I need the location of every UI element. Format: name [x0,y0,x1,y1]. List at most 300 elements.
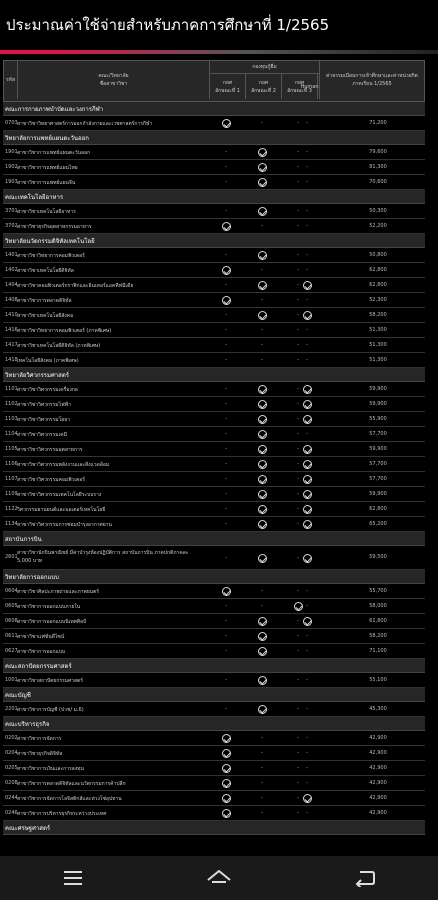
dash-cell: - [225,416,227,422]
program-code: 1101 [5,386,18,392]
dash-cell: - [225,521,227,527]
checkmark-circle-icon [258,178,267,187]
table-row [3,629,425,644]
category-header: คณะการกายภาพบำบัดและวงการกีฬา [3,102,425,116]
header-faculty-label: คณะ/วิทยาลัย [98,73,129,79]
fee-value: 55,700 [369,588,387,594]
check-icon [299,412,315,426]
table-row [3,472,425,487]
table-row [3,442,425,457]
program-name: สาขาวิชาเทคโนโลยีดิจิทัล (ภาคพิเศษ) [17,343,101,349]
fee-value: 81,300 [369,164,387,170]
dash-cell: - [225,461,227,467]
check-icon [299,791,315,805]
program-code: 0604 [5,588,18,594]
table-row [3,644,425,659]
table-row [3,517,425,532]
table-row [3,338,425,353]
dash-cell: - [297,120,299,126]
fee-value: 51,300 [369,357,387,363]
fee-value: 42,900 [369,765,387,771]
table-row [3,293,425,308]
program-name: สาขาวิชาการออกแบบภายใน [17,604,81,610]
program-name: สาขาวิชาศิลปะภาพถ่ายและภาพยนตร์ [17,589,100,595]
program-name: สาขาวิชาเทคโนโลยีสังคม [17,313,74,319]
program-code: 1417 [5,342,18,348]
dash-cell: - [261,223,263,229]
dash-cell: - [225,164,227,170]
fee-table[interactable] [3,60,425,854]
table-row [3,487,425,502]
program-code: 0608 [5,618,18,624]
header-code: รหัส [4,61,18,99]
dash-cell: - [261,327,263,333]
dash-cell: - [225,648,227,654]
checkmark-circle-icon [258,385,267,394]
fee-value: 55,100 [369,677,387,683]
dash-cell: - [261,588,263,594]
check-icon [254,382,270,396]
dash-cell: - [297,297,299,303]
dash-cell: - [225,327,227,333]
table-row [3,248,425,263]
header-human: Human [300,74,320,99]
check-icon [254,502,270,516]
check-icon [254,427,270,441]
dash-cell: - [297,386,299,392]
fee-value: 58,000 [369,603,387,609]
fee-value: 71,100 [369,648,387,654]
program-name: สาขาวิชาการตลาดดิจิทัล [17,298,72,304]
dash-cell: - [306,750,308,756]
table-header [3,60,425,102]
fee-value: 59,900 [369,446,387,452]
dash-cell: - [297,648,299,654]
program-name: สาขาวิชาวิศวกรรมพลังงานและสิ่งแวดล้อม [17,462,110,468]
dash-cell: - [297,506,299,512]
checkmark-circle-icon [258,617,267,626]
check-icon [218,746,234,760]
checkmark-circle-icon [222,794,231,803]
checkmark-circle-icon [258,400,267,409]
program-name: สาขาวิชาการตลาดดิจิทัลและนวัตกรรมการค้าปลีก [17,781,126,787]
dash-cell: - [297,810,299,816]
dash-cell: - [225,357,227,363]
dash-cell: - [225,252,227,258]
program-code: 0244 [5,795,18,801]
table-row [3,308,425,323]
check-icon [218,219,234,233]
checkmark-circle-icon [303,505,312,514]
program-name: สาขาวิชาวิศวกรรมไฟฟ้า [17,402,71,408]
program-code: 0205 [5,765,18,771]
table-row [3,219,425,234]
program-code: 1122 [5,506,18,512]
check-icon [254,614,270,628]
program-name: สาขาวิชาการออกแบบนิเทศศิลป์ [17,619,87,625]
dash-cell: - [297,252,299,258]
dash-cell: - [297,164,299,170]
dash-cell: - [261,780,263,786]
fee-value: 58,200 [369,312,387,318]
header-l1-label: ลักษณะที่ 1 [215,87,240,94]
program-name: สาขาวิชาการออกแบบ [17,649,66,655]
check-icon [254,629,270,643]
checkmark-circle-icon [258,490,267,499]
program-name: สาขาวิชาการบัญชี (ปวช/ ม.6) [17,707,84,713]
fee-value: 52,300 [369,297,387,303]
checkmark-circle-icon [303,554,312,563]
dash-cell: - [297,149,299,155]
fee-value: 51,300 [369,327,387,333]
program-code: 1105 [5,446,18,452]
header-program [18,61,210,99]
program-name: สาขาวิชาวิศวกรรมโยธา [17,417,71,423]
checkmark-circle-icon [258,311,267,320]
fee-value: 50,800 [369,252,387,258]
checkmark-circle-icon [303,281,312,290]
check-icon [299,382,315,396]
check-icon [299,614,315,628]
dash-cell: - [261,342,263,348]
fee-value: 50,300 [369,208,387,214]
fee-value: 45,300 [369,706,387,712]
program-name: สาขาวิชาวิศวกรรมเครื่องกล [17,387,78,393]
fee-value: 59,900 [369,386,387,392]
checkmark-circle-icon [258,207,267,216]
check-icon [218,761,234,775]
header-l3-label: ลักษณะที่ 3 [287,87,312,94]
table-row [3,761,425,776]
table-row [3,412,425,427]
program-code: 1902 [5,164,18,170]
dash-cell: - [297,750,299,756]
program-code: 1901 [5,149,18,155]
dash-cell: - [306,297,308,303]
program-code: 1410 [5,312,18,318]
check-icon [254,175,270,189]
dash-cell: - [297,401,299,407]
program-code: 1903 [5,179,18,185]
program-code: 0627 [5,648,18,654]
dash-cell: - [306,603,308,609]
dash-cell: - [306,342,308,348]
program-name: สาขาวิชาการแพทย์แผนจีน [17,180,76,186]
program-code: 1104 [5,431,18,437]
table-row [3,502,425,517]
dash-cell: - [297,555,299,561]
title-accent-bar [0,50,438,54]
dash-cell: - [297,618,299,624]
program-code: 0605 [5,603,18,609]
dash-cell: - [297,706,299,712]
dash-cell: - [261,603,263,609]
dash-cell: - [261,795,263,801]
category-header: คณะสถาปัตยกรรมศาสตร์ [3,659,425,673]
program-code: 0246 [5,810,18,816]
checkmark-circle-icon [222,296,231,305]
program-code: 0202 [5,735,18,741]
dash-cell: - [297,223,299,229]
checkmark-circle-icon [222,809,231,818]
dash-cell: - [306,431,308,437]
program-name: สาขาวิชาวิศวกรรมเทคโนโลยีระบบราง [17,492,102,498]
program-name: สาขาวิชาการเงินและการลงทุน [17,766,84,772]
program-name: สาขาวิชาวิศวกรรมอุตสาหการ [17,447,83,453]
dash-cell: - [297,312,299,318]
checkmark-circle-icon [258,676,267,685]
program-code: 1404 [5,282,18,288]
checkmark-circle-icon [258,554,267,563]
program-code: 1106 [5,461,18,467]
fee-value: 59,900 [369,401,387,407]
check-icon [299,472,315,486]
category-header: วิทยาลัยวิศวกรรมศาสตร์ [3,368,425,382]
table-row [3,599,425,614]
program-name: สาขาวิชาการจัดการ [17,736,62,742]
dash-cell: - [225,149,227,155]
program-code: 1416 [5,327,18,333]
program-name: สาขาวิชาเทคโนโลยีดิจิทัล [17,268,74,274]
dash-cell: - [297,521,299,527]
table-row [3,175,425,190]
dash-cell: - [306,633,308,639]
dash-cell: - [261,267,263,273]
category-header: คณะศรษฐศาสตร์ [3,821,425,835]
table-row [3,353,425,368]
dash-cell: - [297,677,299,683]
header-l3-group: กยศ [294,79,305,86]
dash-cell: - [225,401,227,407]
table-row [3,584,425,599]
fee-value: 59,900 [369,491,387,497]
dash-cell: - [225,282,227,288]
menu-icon[interactable] [53,863,93,893]
fee-value: 62,800 [369,506,387,512]
dash-cell: - [225,491,227,497]
check-icon [254,546,270,570]
fee-value: 59,500 [369,554,387,560]
checkmark-circle-icon [258,705,267,714]
home-icon[interactable] [199,863,239,893]
program-code: 0703 [5,120,18,126]
program-name: สาขาวิชาวิทยาการคอมพิวเตอร์ [17,253,85,259]
table-row [3,323,425,338]
check-icon [218,731,234,745]
dash-cell: - [225,677,227,683]
checkmark-circle-icon [222,734,231,743]
dash-cell: - [297,633,299,639]
checkmark-circle-icon [258,632,267,641]
table-row [3,278,425,293]
back-icon[interactable] [345,863,385,893]
checkmark-circle-icon [222,587,231,596]
check-icon [254,308,270,322]
fee-value: 42,900 [369,810,387,816]
dash-cell: - [261,750,263,756]
check-icon [218,776,234,790]
check-icon [254,673,270,687]
checkmark-circle-icon [303,311,312,320]
check-icon [254,248,270,262]
checkmark-circle-icon [258,430,267,439]
dash-cell: - [306,164,308,170]
header-l1 [210,74,246,99]
checkmark-circle-icon [258,505,267,514]
dash-cell: - [297,267,299,273]
table-row [3,731,425,746]
dash-cell: - [306,810,308,816]
dash-cell: - [225,312,227,318]
fee-value: 62,800 [369,282,387,288]
dash-cell: - [225,179,227,185]
dash-cell: - [297,476,299,482]
check-icon [254,487,270,501]
dash-cell: - [306,706,308,712]
dash-cell: - [225,386,227,392]
table-row [3,427,425,442]
table-row [3,397,425,412]
dash-cell: - [297,780,299,786]
program-code: 2201 [5,706,18,712]
program-code: 0208 [5,780,18,786]
program-name: สาขาวิชานักบินพาณิชย์ มีค่าบำรุงห้องปฏิบัติการ สถาบันการบิน ภาคปกติภาคละ 5,000 บาท [17,550,189,564]
check-icon [218,791,234,805]
dash-cell: - [306,208,308,214]
table-row [3,806,425,821]
dash-cell: - [306,179,308,185]
table-row [3,614,425,629]
dash-cell: - [297,327,299,333]
dash-cell: - [297,431,299,437]
check-icon [254,517,270,531]
check-icon [218,584,234,598]
dash-cell: - [297,795,299,801]
dash-cell: - [225,618,227,624]
program-code: 1102 [5,401,18,407]
program-name: วิศวกรรมยานยนต์และมอเตอร์เทคโนโลยี [17,507,106,513]
dash-cell: - [261,810,263,816]
dash-cell: - [297,491,299,497]
fee-value: 57,700 [369,431,387,437]
fee-value: 57,700 [369,476,387,482]
checkmark-circle-icon [258,520,267,529]
check-icon [218,293,234,307]
checkmark-circle-icon [303,385,312,394]
table-row [3,204,425,219]
checkmark-circle-icon [222,119,231,128]
dash-cell: - [297,461,299,467]
program-name: สาขาวิชาแฟชั่นดีไซน์ [17,634,65,640]
dash-cell: - [225,706,227,712]
check-icon [254,204,270,218]
program-code: 1401 [5,252,18,258]
dash-cell: - [306,765,308,771]
program-name: สาขาวิชาวิทยาศาสตร์การออกกำลังกายและเวชศาสตร์การกีฬา [17,121,153,127]
program-name: สาขาวิชาการบริหารธุรกิจระหว่างประเทศ [17,811,107,817]
program-name: สาขาวิชาวิศวกรรมเคมี [17,432,67,438]
program-code: 3701 [5,208,18,214]
checkmark-circle-icon [258,460,267,469]
dash-cell: - [306,588,308,594]
check-icon [299,397,315,411]
dash-cell: - [306,677,308,683]
dash-cell: - [225,476,227,482]
dash-cell: - [225,555,227,561]
program-code: 2601 [5,554,18,560]
dash-cell: - [306,780,308,786]
program-code: 0204 [5,750,18,756]
checkmark-circle-icon [258,251,267,260]
dash-cell: - [261,357,263,363]
fee-value: 71,200 [369,120,387,126]
fee-value: 57,700 [369,461,387,467]
program-code: 1109 [5,491,18,497]
page-title: ประมาณค่าใช้จ่ายสำหรับภาคการศึกษาที่ 1/2565 [6,16,330,34]
checkmark-circle-icon [303,490,312,499]
category-header: วิทยาลัยนวัตกรรมดิจิทัลเทคโนโลยี [3,234,425,248]
category-header: วิทยาลัยการแพทย์แผนตะวันออก [3,131,425,145]
check-icon [254,412,270,426]
dash-cell: - [297,416,299,422]
check-icon [299,487,315,501]
check-icon [254,397,270,411]
table-row [3,145,425,160]
check-icon [218,806,234,820]
dash-cell: - [297,282,299,288]
program-code: 1134 [5,521,18,527]
dash-cell: - [261,120,263,126]
table-row [3,160,425,175]
table-row [3,382,425,397]
fee-value: 42,900 [369,795,387,801]
checkmark-circle-icon [303,520,312,529]
checkmark-circle-icon [222,764,231,773]
fee-value: 51,300 [369,342,387,348]
dash-cell: - [225,446,227,452]
program-name: สาขาวิชาการแพทย์แผนไทย [17,165,78,171]
dash-cell: - [306,149,308,155]
table-row [3,791,425,806]
check-icon [299,457,315,471]
checkmark-circle-icon [222,749,231,758]
category-header: สถาบันการบิน [3,532,425,546]
dash-cell: - [306,357,308,363]
checkmark-circle-icon [258,281,267,290]
fee-value: 52,200 [369,223,387,229]
category-header: คณะบริหารธุรกิจ [3,717,425,731]
category-header: คณะบัญชี [3,688,425,702]
check-icon [254,644,270,658]
program-name: สาขาวิชาการแพทย์แผนตะวันออก [17,150,91,156]
checkmark-circle-icon [258,415,267,424]
program-code: 1408 [5,297,18,303]
program-name: สาขาวิชาการจัดการโลจิสติกส์และห่วงโซ่อุปทาน [17,796,122,802]
checkmark-circle-icon [258,148,267,157]
table-row [3,546,425,570]
dash-cell: - [261,735,263,741]
header-l2 [246,74,282,99]
check-icon [254,278,270,292]
program-name: สาขาวิชาธุรกิจดิจิทัล [17,751,63,757]
fee-value: 79,600 [369,149,387,155]
fee-value: 55,900 [369,416,387,422]
dash-cell: - [225,208,227,214]
dash-cell: - [306,252,308,258]
program-code: 1402 [5,267,18,273]
dash-cell: - [297,588,299,594]
program-code: 3702 [5,223,18,229]
